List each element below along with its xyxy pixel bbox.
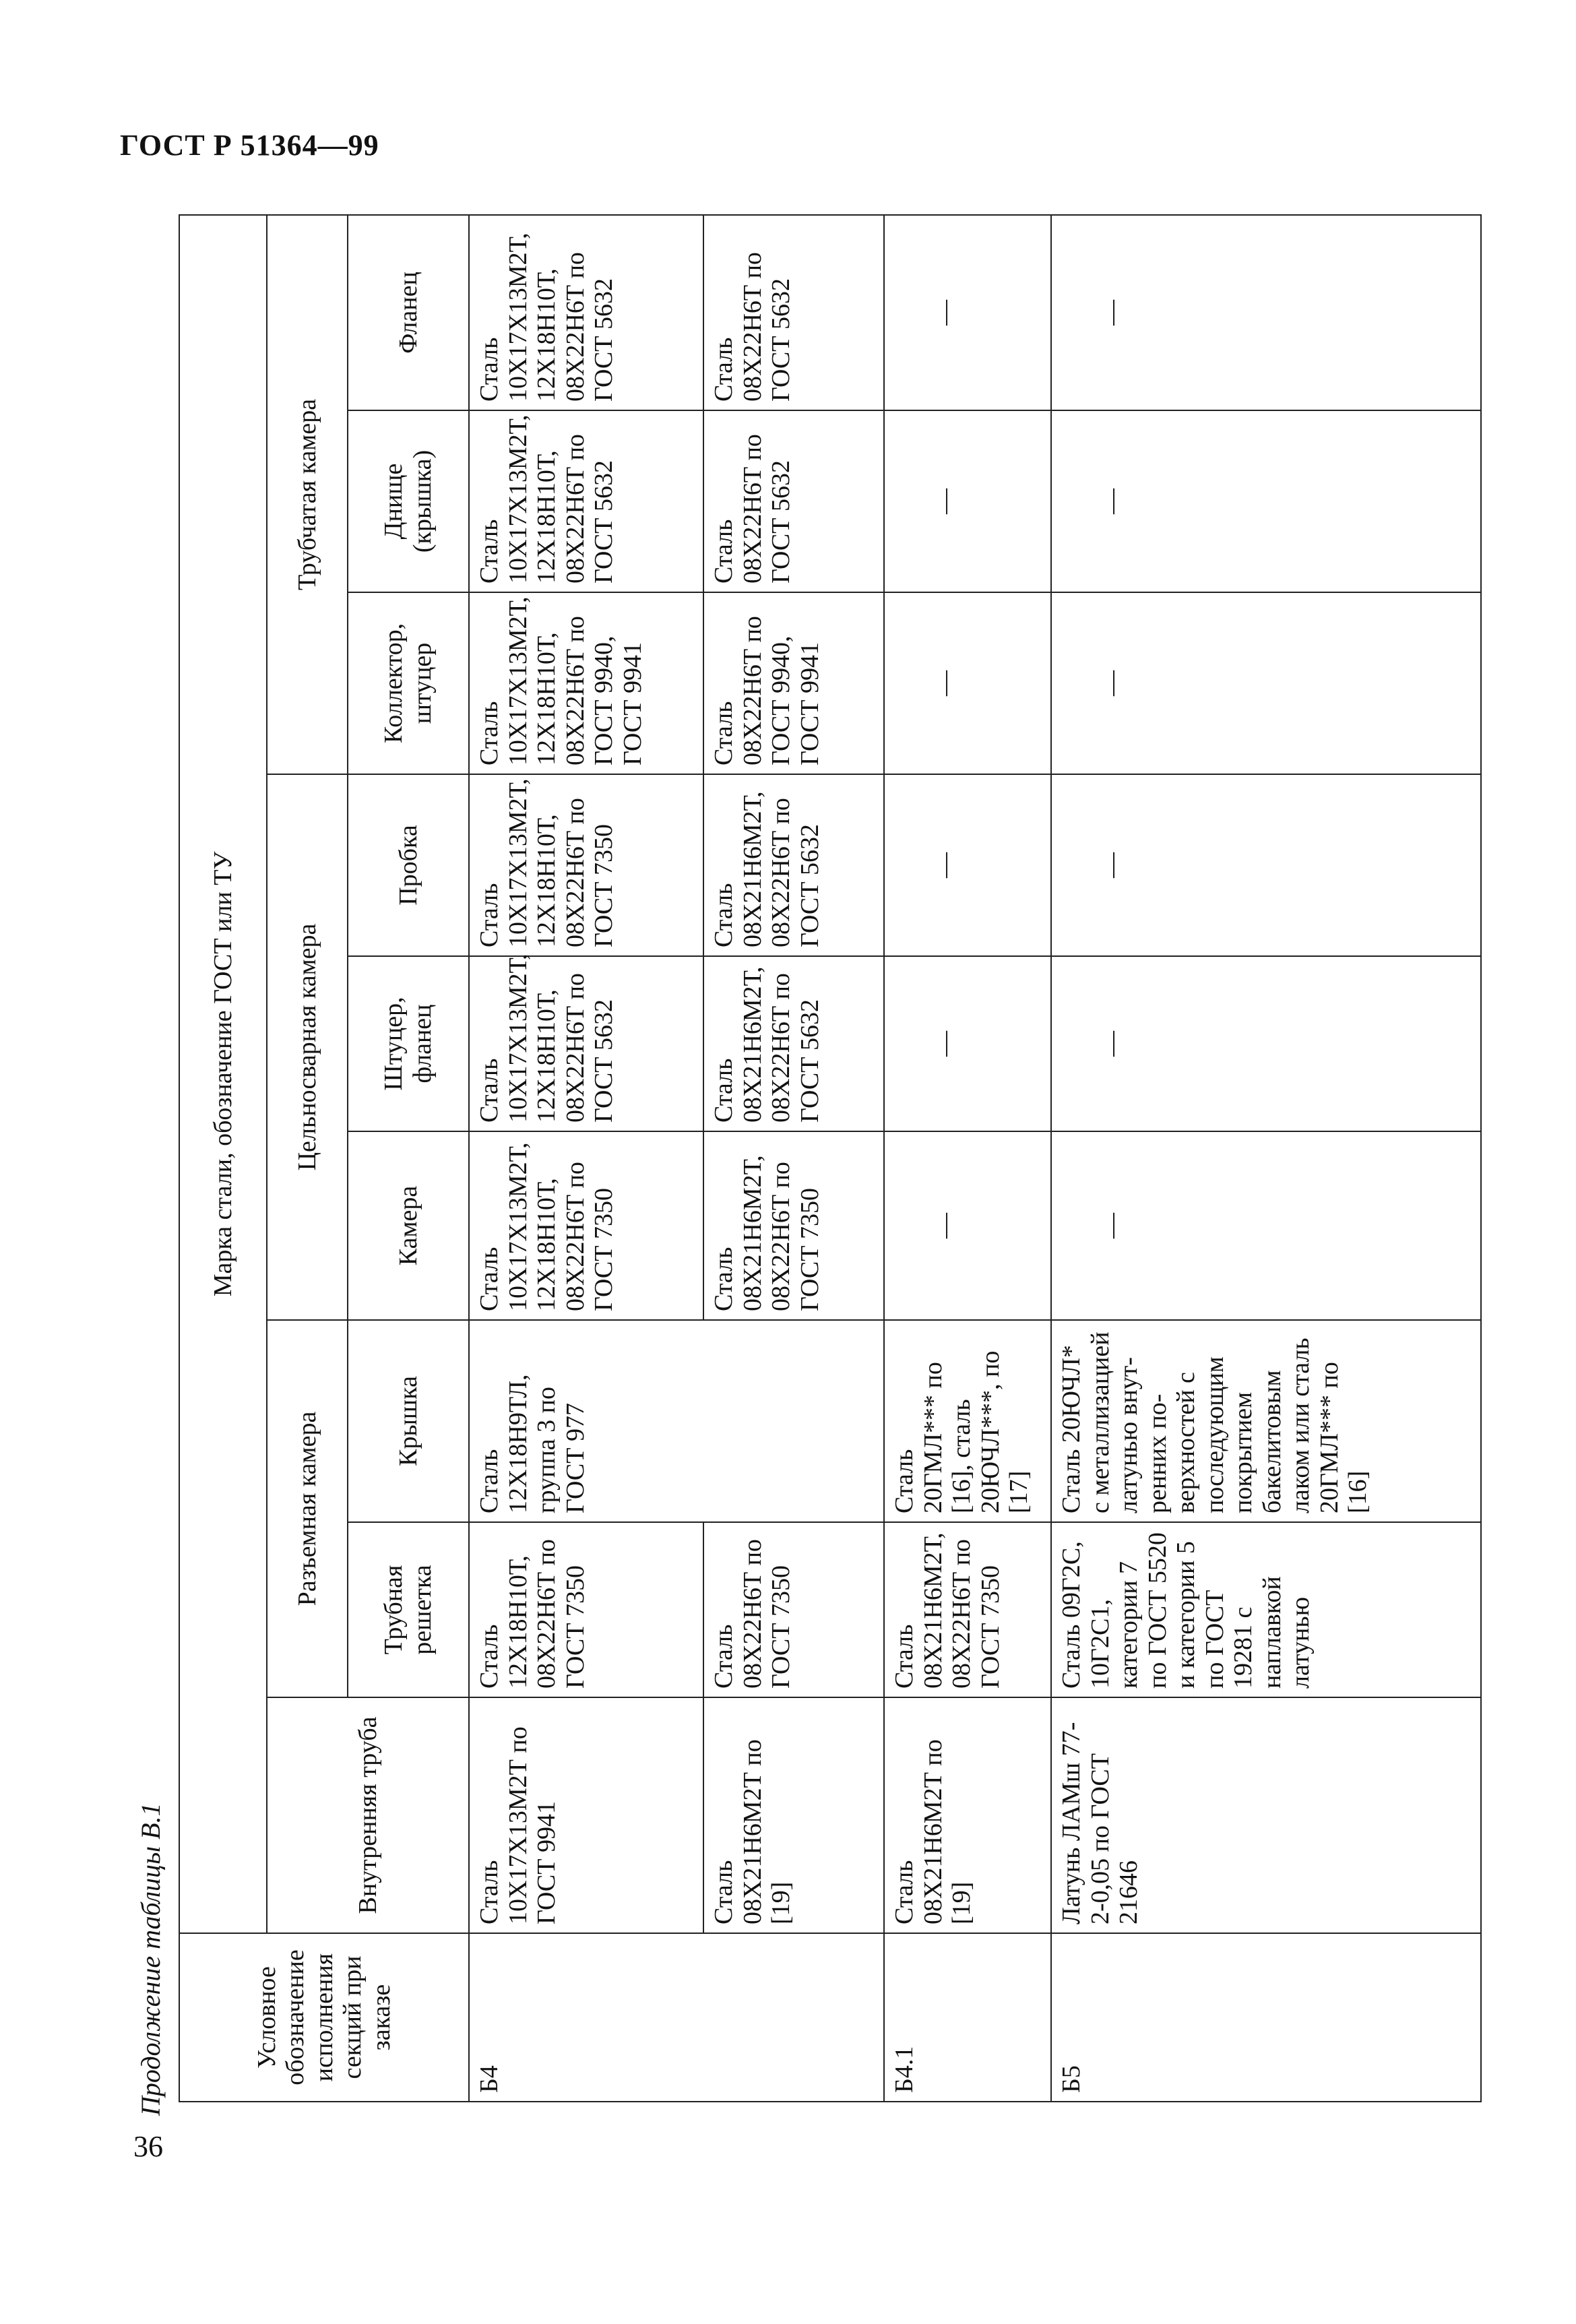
dash-text: —: [1098, 299, 1126, 325]
cell-kollektor: Сталь 08Х22Н6Т по ГОСТ 9940, ГОСТ 9941: [703, 592, 884, 774]
cell-kollektor: Сталь 10Х17Х13М2Т, 12Х18Н10Т, 08Х22Н6Т по ГОСТ 9940, ГОСТ 9941: [469, 592, 703, 774]
header-flanets: Фланец: [348, 215, 469, 410]
dash-text: —: [931, 1213, 959, 1238]
cell-shtutser-flanets: [884, 956, 1051, 1131]
table-caption: Продолжение таблицы В.1: [135, 1802, 166, 2116]
cell-kryshka: Сталь 20ГМЛ*** по [16], сталь 20ЮЧЛ***, по [17]: [884, 1320, 1051, 1522]
dash-text: —: [1098, 670, 1126, 696]
cell-designation: Б4: [469, 1933, 884, 2102]
cell-inner-tube: Сталь 08Х21Н6М2Т по [19]: [703, 1697, 884, 1933]
cell-kamera: [884, 1131, 1051, 1320]
cell-probka: Сталь 08Х21Н6М2Т, 08Х22Н6Т по ГОСТ 5632: [703, 774, 884, 956]
cell-dnische: [1051, 410, 1481, 592]
dash-text: —: [1098, 852, 1126, 878]
header-trubchataya: Трубчатая камера: [267, 215, 348, 774]
cell-inner-tube: Латунь ЛАМш 77-2-0,05 по ГОСТ 21646: [1051, 1697, 1481, 1933]
cell-designation: Б5: [1051, 1933, 1481, 2102]
cell-probka: [1051, 774, 1481, 956]
header-probka: Пробка: [348, 774, 469, 956]
header-tselnosvarnaya: Цельносварная камера: [267, 774, 348, 1320]
cell-probka: [884, 774, 1051, 956]
header-trubnaya-reshetka: Трубная решетка: [348, 1522, 469, 1697]
cell-shtutser-flanets: Сталь 08Х21Н6М2Т, 08Х22Н6Т по ГОСТ 5632: [703, 956, 884, 1131]
cell-trubnaya-reshetka: Сталь 08Х21Н6М2Т, 08Х22Н6Т по ГОСТ 7350: [884, 1522, 1051, 1697]
cell-dnische: Сталь 10Х17Х13М2Т, 12Х18Н10Т, 08Х22Н6Т по ГОСТ 5632: [469, 410, 703, 592]
header-kollektor: Коллектор, штуцер: [348, 592, 469, 774]
header-designation: Условное обозначение исполнения секций при заказе: [179, 1933, 469, 2102]
cell-inner-tube: Сталь 10Х17Х13М2Т по ГОСТ 9941: [469, 1697, 703, 1933]
dash-text: —: [1098, 1213, 1126, 1238]
cell-inner-tube: Сталь 08Х21Н6М2Т по [19]: [884, 1697, 1051, 1933]
dash-text: —: [931, 670, 959, 696]
cell-dnische: [884, 410, 1051, 592]
cell-designation: Б4.1: [884, 1933, 1051, 2102]
cell-kamera: [1051, 1131, 1481, 1320]
page-number: 36: [133, 2130, 163, 2163]
table-row: [469, 215, 703, 2102]
header-shtutser-flanets: Штуцер, фланец: [348, 956, 469, 1131]
cell-trubnaya-reshetka: Сталь 09Г2С, 10Г2С1, категории 7 по ГОСТ 5520 и категории 5 по ГОСТ 19281 с наплавкой латунью: [1051, 1522, 1481, 1697]
header-razyemnaya: Разъемная камера: [267, 1320, 348, 1697]
cell-dnische: Сталь 08Х22Н6Т по ГОСТ 5632: [703, 410, 884, 592]
dash-text: —: [931, 489, 959, 514]
dash-text: —: [931, 852, 959, 878]
table-row: [703, 215, 884, 2102]
cell-kryshka: Сталь 20ЮЧЛ* с металлизацией латунью внут-ренних по-верхностей с последующим покрытием бакелитовым лаком или сталь 20ГМЛ*** по [16]: [1051, 1320, 1481, 1522]
cell-kamera: Сталь 10Х17Х13М2Т, 12Х18Н10Т, 08Х22Н6Т по ГОСТ 7350: [469, 1131, 703, 1320]
cell-kryshka: Сталь 12Х18Н9ТЛ, группа 3 по ГОСТ 977: [469, 1320, 884, 1522]
table-row: [1051, 215, 1481, 2102]
cell-shtutser-flanets: Сталь 10Х17Х13М2Т, 12Х18Н10Т, 08Х22Н6Т по ГОСТ 5632: [469, 956, 703, 1131]
table-row: [884, 215, 1051, 2102]
rotated-table-container: [179, 216, 1499, 2102]
cell-kamera: Сталь 08Х21Н6М2Т, 08Х22Н6Т по ГОСТ 7350: [703, 1131, 884, 1320]
dash-text: —: [1098, 489, 1126, 514]
header-inner-tube: Внутренняя труба: [267, 1697, 469, 1933]
header-dnische: Днище (крышка): [348, 410, 469, 592]
cell-shtutser-flanets: [1051, 956, 1481, 1131]
dash-text: —: [931, 1031, 959, 1057]
cell-flanets: Сталь 10Х17Х13М2Т, 12Х18Н10Т, 08Х22Н6Т по ГОСТ 5632: [469, 215, 703, 410]
cell-probka: Сталь 10Х17Х13М2Т, 12Х18Н10Т, 08Х22Н6Т по ГОСТ 7350: [469, 774, 703, 956]
cell-flanets: [884, 215, 1051, 410]
header-kamera: Камера: [348, 1131, 469, 1320]
cell-flanets: [1051, 215, 1481, 410]
dash-text: —: [1098, 1031, 1126, 1057]
header-marka: Марка стали, обозначение ГОСТ или ТУ: [179, 215, 267, 1933]
cell-trubnaya-reshetka: Сталь 08Х22Н6Т по ГОСТ 7350: [703, 1522, 884, 1697]
cell-trubnaya-reshetka: Сталь 12Х18Н10Т, 08Х22Н6Т по ГОСТ 7350: [469, 1522, 703, 1697]
cell-kollektor: [884, 592, 1051, 774]
materials-table: [179, 214, 1482, 2102]
cell-kollektor: [1051, 592, 1481, 774]
header-kryshka: Крышка: [348, 1320, 469, 1522]
document-header: ГОСТ Р 51364—99: [120, 129, 379, 162]
dash-text: —: [931, 299, 959, 325]
cell-flanets: Сталь 08Х22Н6Т по ГОСТ 5632: [703, 215, 884, 410]
